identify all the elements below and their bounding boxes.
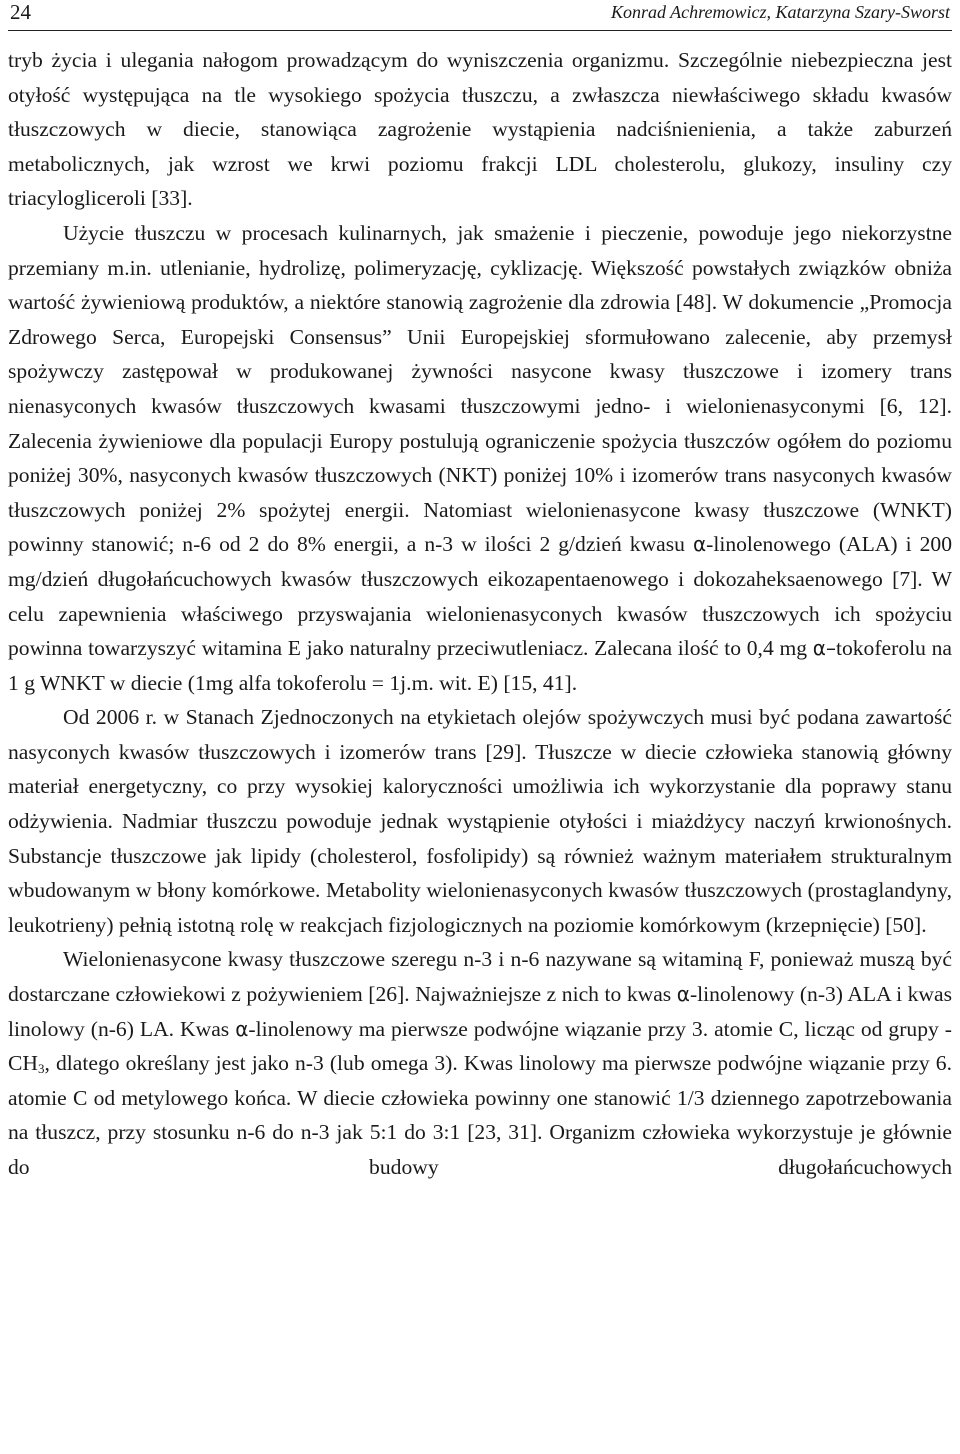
paragraph-2 [8,216,952,700]
paragraph-1 [8,43,952,216]
alpha-symbol: α [692,532,707,557]
paragraph-4-text-b: -linolenowy (n-3) ALA i kwas linolowy (n-6) LA. Kwas [8,982,952,1041]
paragraph-4-text-a: Wielonienasycone kwasy tłuszczowe szeregu n-3 i n-6 nazywane są witaminą F, ponieważ muszą być dostarczane człowiekowi z pożywieniem [26]. Najważniejsze z nich to kwas [8,947,952,1007]
paragraph-2-text-c: tokoferolu na 1 g WNKT w diecie (1mg alfa tokoferolu = 1j.m. wit. E) [15, 41]. [8,636,953,695]
paragraph-2-text-b: -linolenowego (ALA) i 200 mg/dzień długołańcuchowych kwasów tłuszczowych eikozapentaenowego i dokozaheksaenowego [7]. W celu zapewnienia właściwego przyswajania wielonienasyconych kwasów tłuszczowych ich spożyciu powinna towarzyszyć witamina E jako naturalny przeciwutleniacz. Zalecana ilość to 0,4 mg [8,532,952,661]
paragraph-4 [8,942,952,1184]
paragraph-2-text-a: Użycie tłuszczu w procesach kulinarnych, jak smażenie i pieczenie, powoduje jego niekorzystne przemiany m.in. utlenianie, hydrolizę, polimeryzację, cyklizację. Większość powstałych związków obniża wartość żywieniową produktów, a niektóre stanowią zagrożenie dla zdrowia [48]. W dokumencie „Promocja Zdrowego Serca, Europejski Consensus” Unii Europejskiej sformułowano zalecenie, aby przemysł spożywczy zastępował w produkowanej żywności nasycone kwasy tłuszczowe i izomery trans nienasyconych kwasów tłuszczowych kwasami tłuszczowymi jedno- i wielonienasyconymi [6, 12]. Zalecenia żywieniowe dla populacji Europy postulują ograniczenie spożycia tłuszczów ogółem do poziomu poniżej 30%, nasyconych kwasów tłuszczowych (NKT) poniżej 10% i izomerów trans nasyconych kwasów tłuszczowych poniżej 2% spożytej energii. Natomiast wielonienasycone kwasy tłuszczowe (WNKT) powinny stanowić; n-6 od 2 do 8% energii, a n-3 w ilości 2 g/dzień kwasu [8,220,952,557]
paragraph-3-text: Od 2006 r. w Stanach Zjednoczonych na etykietach olejów spożywczych musi być podana zawartość nasyconych kwasów tłuszczowych i izomerów trans [29]. Tłuszcze w diecie człowieka stanowią główny materiał energetyczny, co przy wysokiej kaloryczności umożliwia ich wykorzystanie dla poprawy stanu odżywienia. Nadmiar tłuszczu powoduje jednak wystąpienie otyłości i miażdżycy naczyń krwionośnych. Substancje tłuszczowe jak lipidy (cholesterol, fosfolipidy) są również ważnym materiałem strukturalnym wbudowanym w błony komórkowe. Metabolity wielonienasyconych kwasów tłuszczowych (prostaglandyny, leukotrieny) pełnią istotną rolę w reakcjach fizjologicznych na poziomie komórkowym (krzepnięcie) [50]. [8,705,952,937]
running-header-authors: Konrad Achremowicz, Katarzyna Szary-Sworst [610,2,950,22]
alpha-dash-symbol: α– [812,636,836,661]
paragraph-4-text-d: , dlatego określany jest jako n-3 (lub omega 3). Kwas linolowy ma pierwsze podwójne wiązanie przy 6. atomie C od metylowego końca. W diecie człowieka powinny one stanowić 1/3 dziennego zapotrzebowania na tłuszcz, przy stosunku n-6 do n-3 jak 5:1 do 3:1 [23, 31]. Organizm człowieka wykorzystuje je głównie do budowy długołańcuchowych [8,1051,952,1179]
alpha-symbol: α [676,982,690,1007]
subscript-3: 3 [38,1061,45,1077]
paragraph-4-text-c: -linolenowy ma pierwsze podwójne wiązanie przy 3. atomie C, licząc od grupy -CH [8,1016,952,1076]
paragraph-3 [8,700,952,942]
running-header [8,0,952,31]
alpha-symbol: α [235,1016,249,1041]
page-number: 24 [10,0,31,24]
paragraph-1-text: tryb życia i ulegania nałogom prowadzącym do wyniszczenia organizmu. Szczególnie niebezpieczna jest otyłość występująca na tle wysokiego spożycia tłuszczu, a zwłaszcza niewłaściwego składu kwasów tłuszczowych w diecie, stanowiąca zagrożenie wystąpienia nadciśnienienia, a także zaburzeń metabolicznych, jak wzrost we krwi poziomu frakcji LDL cholesterolu, glukozy, insuliny czy triacylogliceroli [33]. [8,48,952,211]
body-text [8,43,952,1185]
